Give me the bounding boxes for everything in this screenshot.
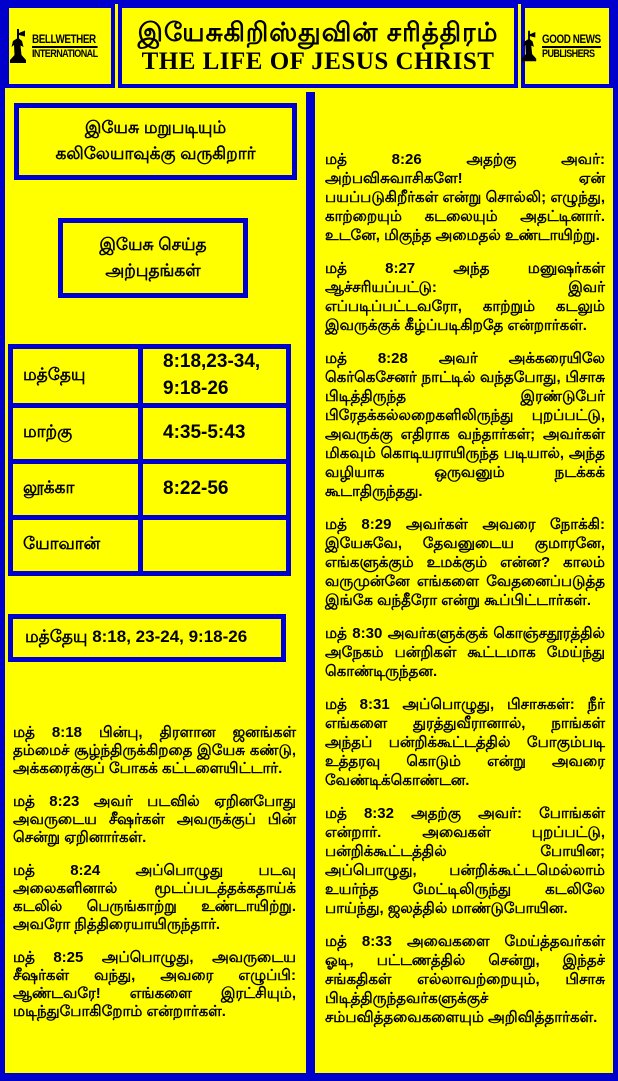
table-row <box>11 347 289 405</box>
table-row <box>11 461 289 517</box>
logo-line: PUBLISHERS <box>542 48 595 60</box>
header <box>5 4 613 88</box>
book-name-cell: யோவான் <box>11 517 141 573</box>
verse-paragraph: மத் 8:25 அப்பொழுது, அவருடைய சீஷர்கள் வந்து, அவரை எழுப்பி: ஆண்டவரே! எங்களை இரட்சியும், மடிந்துபோகிறோம் என்றார்கள். <box>13 948 296 1020</box>
subtopic-title-box <box>58 218 248 299</box>
verse-ref-cell <box>141 517 289 573</box>
main-content <box>5 92 613 1077</box>
verse-paragraph: மத் 8:28 அவர் அக்கரையிலே கெர்கெசேனர் நாட்டில் வந்தபோது, பிசாசு பிடித்திருந்த இரண்டுபேர் பிரேதக்கல்லறைகளிலிருந்து புறப்பட்டு, அவருக்கு எதிராக வந்தார்கள்; அவர்கள் மிகவும் கொடியராயிருந்த படியால், அந்த வழியாக ஒருவனும் நடக்கக் கூடாதிருந்தது. <box>325 350 605 500</box>
logo-line: GOOD NEWS <box>542 32 601 46</box>
subtopic-title-line: இயேசு செய்த <box>99 234 207 254</box>
title-box <box>118 4 518 88</box>
scripture-reference-table <box>8 344 291 575</box>
topic-title-box <box>14 103 297 180</box>
column-divider <box>306 92 315 1077</box>
verse-ref-cell: 8:18,23-34, 9:18-26 <box>141 347 289 405</box>
verse-paragraph: மத் 8:23 அவர் படவில் ஏறினபோது அவருடைய சீஷர்கள் அவருக்குப் பின் சென்று ஏறினார்கள். <box>13 792 296 846</box>
passage-header-box: மத்தேயு 8:18, 23-24, 9:18-26 <box>8 614 286 662</box>
logo-line: INTERNATIONAL <box>32 48 98 60</box>
good-news-publishers-logo <box>521 4 613 88</box>
book-name-cell: மாற்கு <box>11 405 141 461</box>
verse-paragraph: மத் 8:30 அவர்களுக்குக் கொஞ்சதூரத்தில் அநேகம் பன்றிகள் கூட்டமாக மேய்ந்து கொண்டிருந்தன. <box>325 625 605 680</box>
good-news-logo-text <box>542 32 601 60</box>
verse-paragraph: மத் 8:32 அதற்கு அவர்: போங்கள் என்றார். அவைகள் புறப்பட்டு, பன்றிக்கூட்டத்தில் போயின; அப்பொழுது, பன்றிக்கூட்டமெல்லாம் உயர்ந்த மேட்டிலிருந்து கடலிலே பாய்ந்து, ஜலத்தில் மாண்டுபோயின. <box>325 805 605 917</box>
verse-paragraph: மத் 8:27 அந்த மனுஷர்கள் ஆச்சரியப்பட்டு: இவர் எப்படிப்பட்டவரோ, காற்றும் கடலும் இவருக்குக் கீழ்ப்படிகிறதே என்றார்கள். <box>325 260 605 334</box>
book-name-cell: மத்தேயு <box>11 347 141 405</box>
verse-ref-cell: 4:35-5:43 <box>141 405 289 461</box>
verse-paragraph: மத் 8:18 பின்பு, திரளான ஜனங்கள் தம்மைச் சூழ்ந்திருக்கிறதை இயேசு கண்டு, அக்கரைக்குப் போகக் கட்டளையிட்டார். <box>13 723 296 777</box>
bell-ringer-icon <box>8 26 28 66</box>
verse-paragraph: மத் 8:29 அவர்கள் அவரை நோக்கி: இயேசுவே, தேவனுடைய குமாரனே, எங்களுக்கும் உமக்கும் என்ன? காலம் வருமுன்னே எங்களை வேதனைப்படுத்த இங்கே வந்தீரோ என்று கூப்பிட்டார்கள். <box>325 516 605 609</box>
verse-paragraph: மத் 8:33 அவைகளை மேய்த்தவர்கள் ஓடி, பட்டணத்தில் சென்று, இந்தச் சங்கதிகள் எல்லாவற்றையும், பிசாசு பிடித்திருந்தவர்களுக்குச் சம்பவித்தவைகளையும் அறிவித்தார்கள். <box>325 933 605 1026</box>
table-row <box>11 517 289 573</box>
page-title-english: THE LIFE OF JESUS CHRIST <box>141 47 495 75</box>
bell-ringer-icon <box>520 27 538 65</box>
verse-paragraph: மத் 8:26 அதற்கு அவர்: அற்பவிசுவாசிகளே! ஏன் பயப்படுகிறீர்கள் என்று சொல்லி; எழுந்து, காற்றையும் கடலையும் அதட்டினார். உடனே, மிகுந்த அமைதல் உண்டாயிற்று. <box>325 151 605 244</box>
table-row <box>11 405 289 461</box>
left-column <box>5 92 306 1077</box>
verse-paragraph: மத் 8:31 அப்பொழுது, பிசாசுகள்: நீர் எங்களை துரத்துவீரானால், நாங்கள் அந்தப் பன்றிக்கூட்டத்தில் போகும்படி உத்தரவு கொடும் என்று அவரை வேண்டிக்கொண்டன. <box>325 696 605 789</box>
page-title-tamil: இயேசுகிறிஸ்துவின் சரித்திரம் <box>137 16 499 47</box>
bellwether-logo <box>5 4 115 88</box>
topic-title-line: கலிலேயாவுக்கு வருகிறார் <box>55 144 256 164</box>
left-paragraphs <box>5 724 306 1021</box>
verse-paragraph: மத் 8:24 அப்பொழுது படவு அலைகளினால் மூடப்படத்தக்கதாய்க் கடலில் பெருங்காற்று உண்டாயிற்று. அவரோ நித்திரையாயிருந்தார். <box>13 861 296 933</box>
logo-line: BELLWETHER <box>32 32 96 46</box>
topic-title-line: இயேசு மறுபடியும் <box>84 118 227 137</box>
bellwether-logo-text <box>32 32 98 60</box>
right-column <box>315 92 613 1077</box>
book-name-cell: லூக்கா <box>11 461 141 517</box>
verse-ref-cell: 8:22-56 <box>141 461 289 517</box>
subtopic-title-line: அற்புதங்கள் <box>105 261 201 281</box>
